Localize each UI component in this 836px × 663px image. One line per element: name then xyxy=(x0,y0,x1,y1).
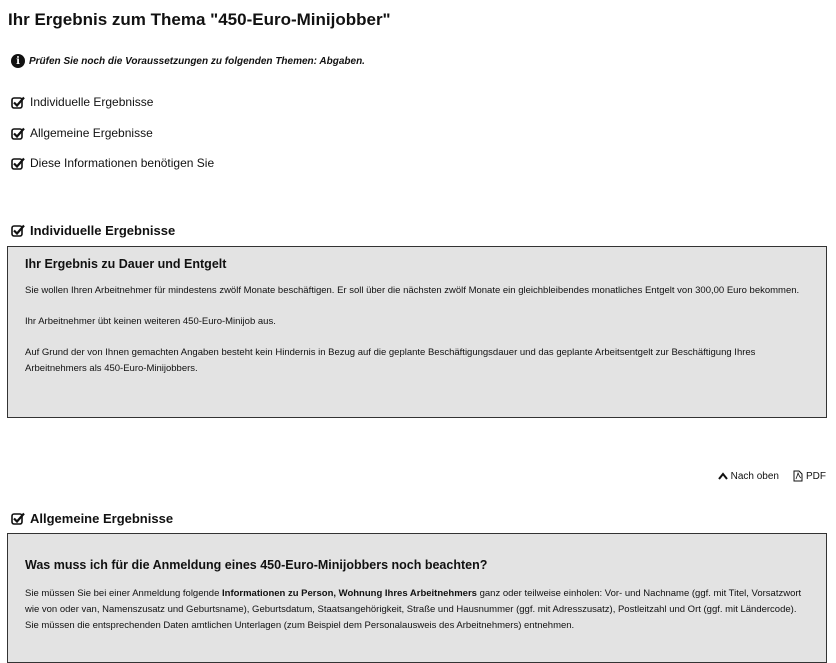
checkbox-checked-icon xyxy=(11,224,25,237)
checklist-item-allgemeine[interactable] xyxy=(11,126,153,140)
checklist-label: Individuelle Ergebnisse xyxy=(30,95,154,109)
page-title: Ihr Ergebnis zum Thema "450-Euro-Minijobber" xyxy=(8,10,391,29)
box-title: Was muss ich für die Anmeldung eines 450-Euro-Minijobbers noch beachten? xyxy=(25,558,488,572)
result-paragraph: Sie wollen Ihren Arbeitnehmer für mindestens zwölf Monate beschäftigen. Er soll über die nächsten zwölf Monate ein gleichbleibendes monatliches Entgelt von 300,00 Euro bekommen. xyxy=(25,285,800,296)
checkbox-checked-icon xyxy=(11,512,25,525)
checklist-label: Allgemeine Ergebnisse xyxy=(30,126,153,140)
info-icon: i xyxy=(11,54,25,68)
checkbox-checked-icon xyxy=(11,157,25,170)
result-paragraph: Ihr Arbeitnehmer übt keinen weiteren 450-Euro-Minijob aus. xyxy=(25,316,276,327)
checklist-item-individuelle[interactable] xyxy=(11,95,153,109)
section-heading-individuelle xyxy=(11,223,175,238)
back-to-top-label: Nach oben xyxy=(730,470,779,482)
back-to-top-link[interactable] xyxy=(718,470,779,482)
box-title: Ihr Ergebnis zu Dauer und Entgelt xyxy=(25,257,227,271)
checkbox-checked-icon xyxy=(11,127,25,140)
pdf-link[interactable] xyxy=(793,470,826,482)
result-box-dauer-entgelt xyxy=(7,246,827,418)
text-segment: ganz oder teilweise einholen: Vor- und Nachname (ggf. mit Titel, Vorsatzwort wie von oder van, Namenszusatz und Geburtsname), Geburtsdatum, Staatsangehörigkeit, Straße und Hausnummer (ggf. mit Adresszusatz), Postleitzahl und Ort (ggf. mit Ländercode). Sie müssen die entsprechenden Daten amtlichen Unterlagen (zum Beispiel dem Personalausweis des Arbeitnehmers) entnehmen. xyxy=(25,588,802,631)
checklist-item-informationen[interactable] xyxy=(11,156,214,170)
text-segment: Sie müssen Sie bei einer Anmeldung folgende xyxy=(25,588,222,599)
bold-text-segment: Informationen zu Person, Wohnung Ihres Arbeitnehmers xyxy=(222,588,477,599)
chevron-up-icon xyxy=(718,472,728,480)
section-heading-text: Allgemeine Ergebnisse xyxy=(30,511,174,526)
result-paragraph xyxy=(25,586,809,634)
section-links xyxy=(718,470,826,482)
info-notice xyxy=(11,54,365,68)
info-text: Prüfen Sie noch die Voraussetzungen zu folgenden Themen: Abgaben. xyxy=(29,55,365,67)
pdf-label: PDF xyxy=(806,470,826,482)
section-heading-allgemeine xyxy=(11,511,173,526)
checkbox-checked-icon xyxy=(11,96,25,109)
result-paragraph: Auf Grund der von Ihnen gemachten Angaben besteht kein Hindernis in Bezug auf die geplante Beschäftigungsdauer und das geplante Arbeitsentgelt zur Beschäftigung Ihres Arbeitnehmers als 450-Euro-Minijobbers. xyxy=(25,347,756,374)
section-heading-text: Individuelle Ergebnisse xyxy=(30,223,176,238)
checklist-label: Diese Informationen benötigen Sie xyxy=(30,156,215,170)
result-box-anmeldung xyxy=(7,533,827,663)
pdf-file-icon xyxy=(793,470,803,482)
